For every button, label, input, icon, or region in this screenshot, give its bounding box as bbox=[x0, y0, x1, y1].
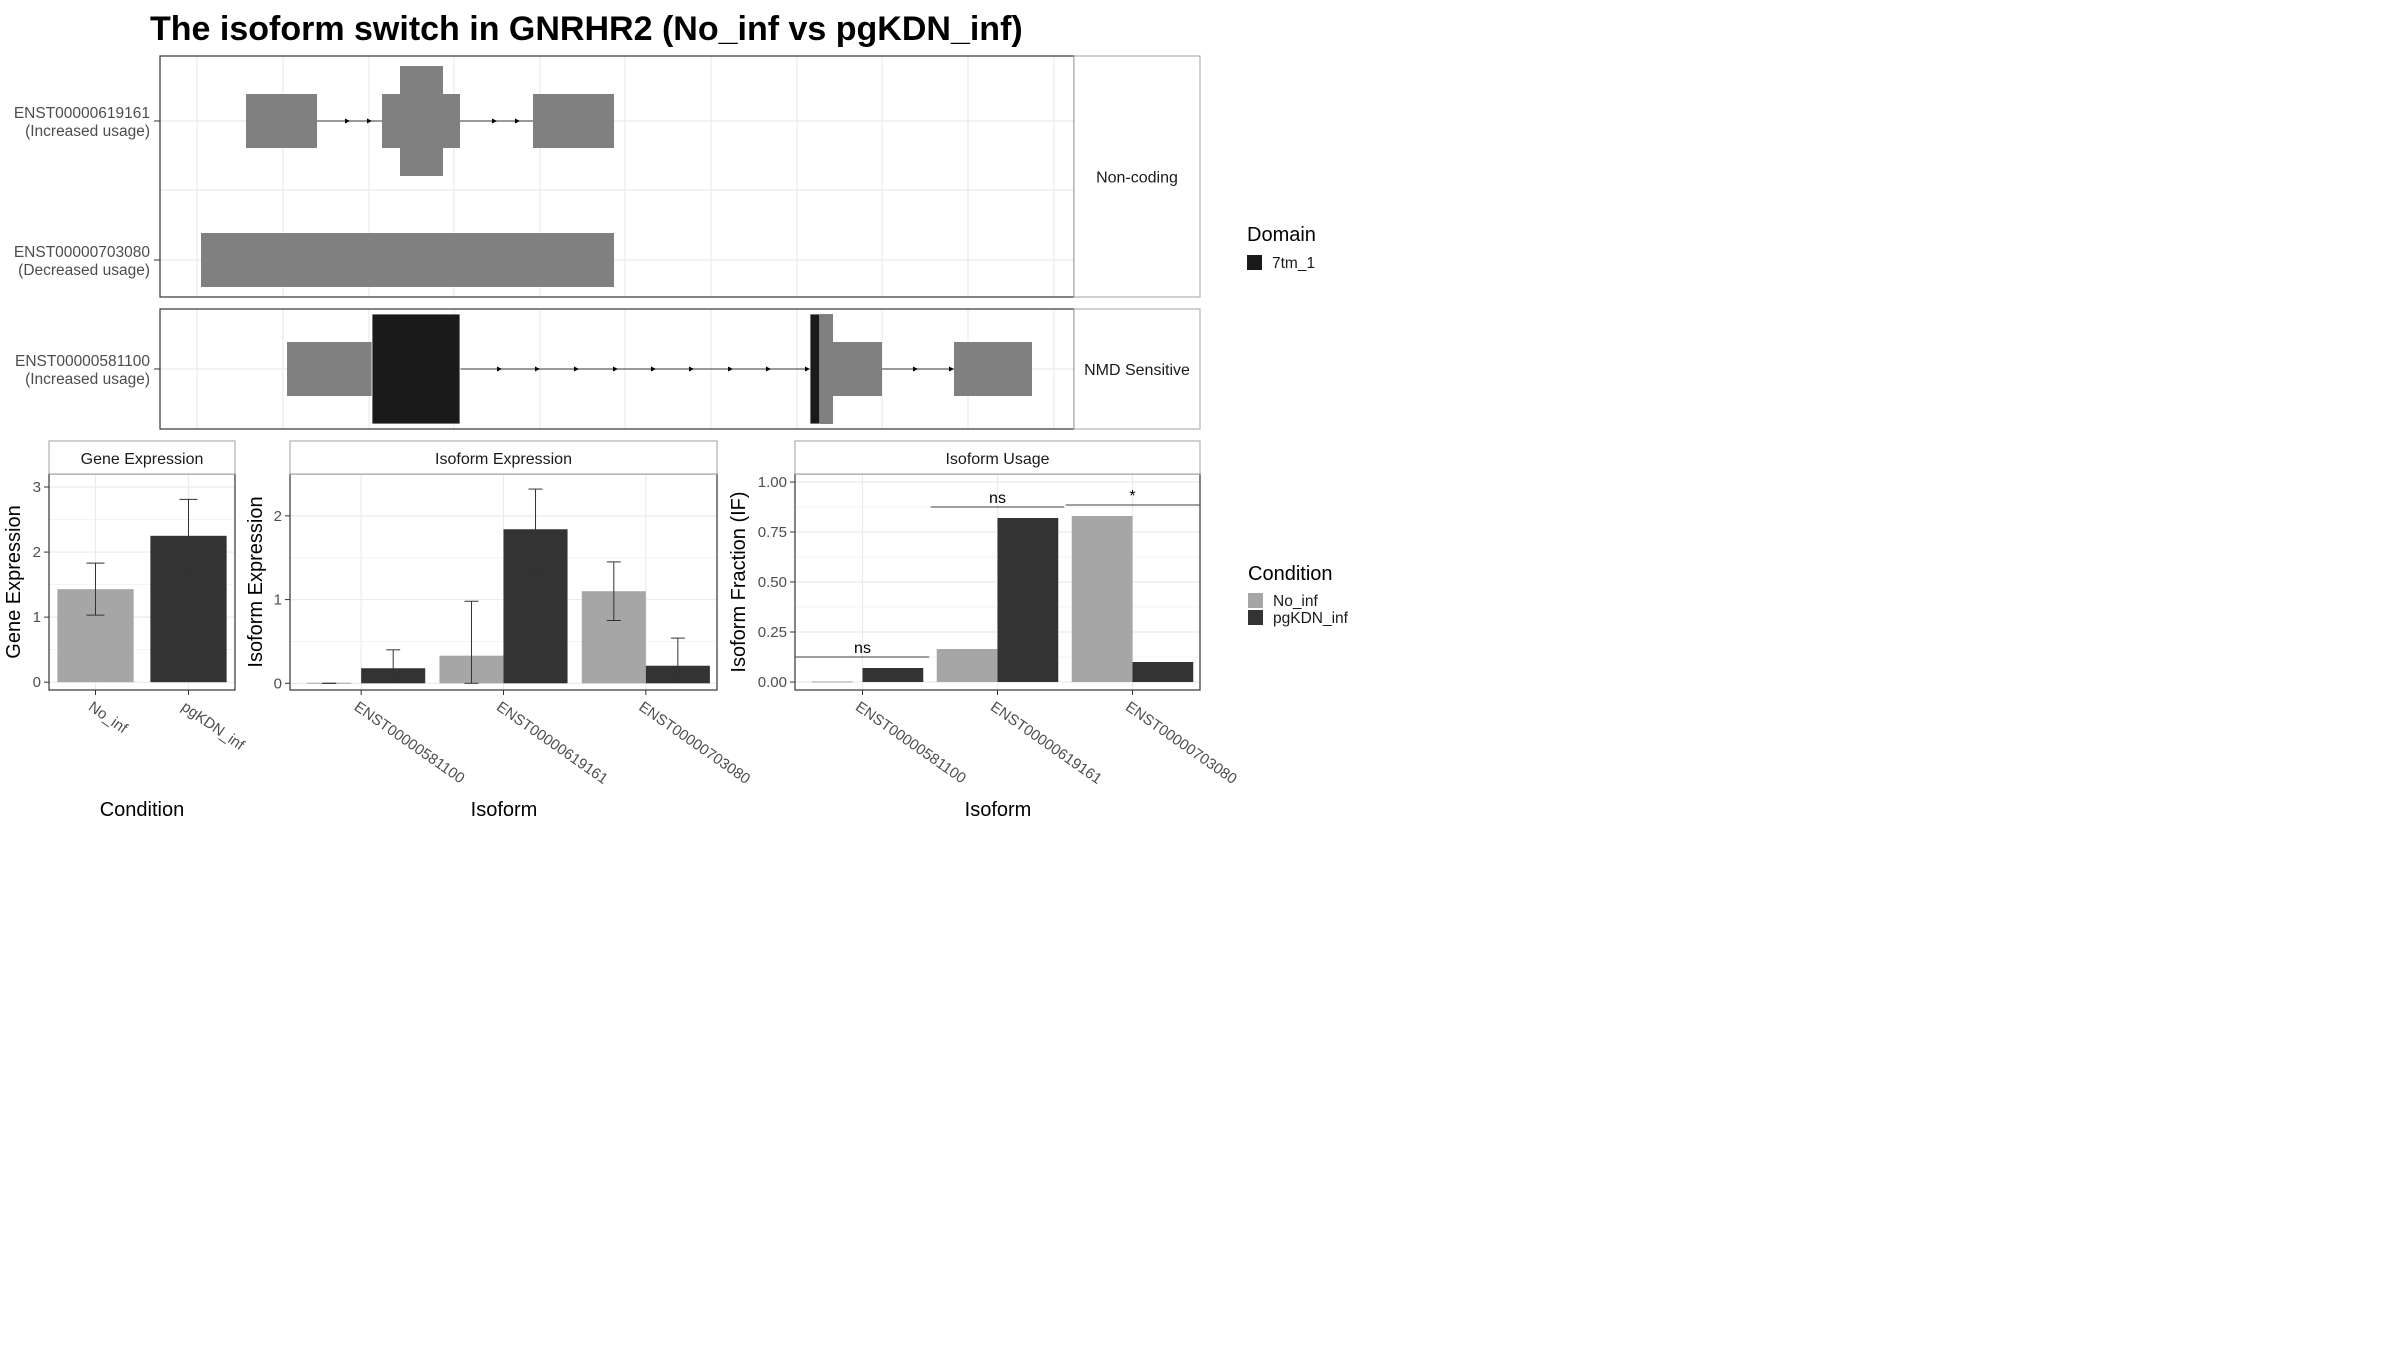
condition-legend-key-no-inf bbox=[1248, 593, 1263, 608]
figure bbox=[0, 0, 1543, 868]
y-tick-label: 0.25 bbox=[757, 624, 787, 641]
exon bbox=[246, 94, 317, 148]
y-tick-label: 3 bbox=[32, 479, 41, 497]
x-tick-label: ENST00000703080 bbox=[1122, 698, 1240, 788]
transcript-usage-note: (Decreased usage) bbox=[18, 262, 150, 279]
exon bbox=[820, 314, 833, 424]
domain-legend-title: Domain bbox=[1247, 224, 1316, 246]
y-axis-title: Isoform Fraction (IF) bbox=[728, 491, 750, 673]
y-tick-label: 2 bbox=[273, 507, 282, 525]
structure-facet-non-coding bbox=[14, 56, 1200, 297]
y-tick-label: 1.00 bbox=[757, 474, 787, 491]
chart-strip-label: Gene Expression bbox=[80, 451, 204, 468]
isoform-expression-chart bbox=[245, 441, 753, 821]
domain-7tm-1 bbox=[372, 314, 460, 424]
significance-label: * bbox=[1129, 488, 1136, 505]
condition-legend-label-no-inf: No_inf bbox=[1273, 593, 1318, 610]
x-tick-label: ENST00000619161 bbox=[987, 698, 1105, 788]
exon bbox=[533, 94, 614, 148]
x-tick-label: ENST00000581100 bbox=[350, 698, 468, 788]
exon bbox=[954, 342, 1032, 396]
bar-pgkdn-inf-enst00000703080 bbox=[1133, 662, 1194, 682]
transcript-usage-note: (Increased usage) bbox=[25, 371, 150, 388]
condition-legend-title: Condition bbox=[1248, 563, 1333, 585]
condition-legend bbox=[1248, 563, 1349, 627]
y-axis-title: Gene Expression bbox=[3, 505, 25, 659]
exon bbox=[287, 342, 372, 396]
structure-facet-nmd-sensitive bbox=[15, 309, 1200, 429]
x-tick-label: ENST00000703080 bbox=[635, 698, 754, 788]
transcript-label: ENST00000581100 bbox=[14, 353, 150, 370]
chart-strip-label: Isoform Expression bbox=[435, 451, 572, 468]
condition-legend-label-pgkdn-inf: pgKDN_inf bbox=[1273, 610, 1348, 627]
transcript-label: ENST00000619161 bbox=[13, 105, 150, 122]
y-tick-label: 0.75 bbox=[757, 524, 787, 541]
domain-legend bbox=[1247, 224, 1316, 272]
transcript-usage-note: (Increased usage) bbox=[25, 123, 150, 140]
gene-expression-chart bbox=[3, 441, 248, 821]
y-tick-label: 2 bbox=[32, 544, 41, 562]
y-tick-label: 0 bbox=[273, 675, 282, 693]
bar-pgkdn-inf-enst00000619161 bbox=[998, 518, 1059, 682]
significance-label: ns bbox=[854, 640, 871, 657]
y-tick-label: 0 bbox=[32, 674, 41, 692]
x-tick-label: No_inf bbox=[85, 698, 131, 738]
isoform-usage-chart bbox=[728, 441, 1240, 821]
y-axis-title: Isoform Expression bbox=[245, 496, 267, 668]
exon bbox=[201, 233, 614, 287]
x-axis-title: Isoform bbox=[964, 799, 1032, 821]
x-tick-label: pgKDN_inf bbox=[178, 698, 248, 754]
bar-no-inf-enst00000619161 bbox=[937, 649, 998, 682]
domain-legend-key-7tm-1 bbox=[1247, 255, 1262, 270]
y-tick-label: 0.50 bbox=[757, 574, 787, 591]
facet-strip-label: NMD Sensitive bbox=[1084, 362, 1190, 379]
chart-strip-label: Isoform Usage bbox=[945, 451, 1050, 468]
bar-no-inf-enst00000703080 bbox=[1072, 516, 1133, 682]
x-tick-label: ENST00000619161 bbox=[493, 698, 611, 788]
bar-pgkdn-inf-enst00000581100 bbox=[863, 668, 924, 682]
y-tick-label: 1 bbox=[32, 609, 41, 627]
exon bbox=[400, 66, 443, 176]
x-axis-title: Isoform bbox=[470, 799, 538, 821]
x-tick-label: ENST00000581100 bbox=[852, 698, 969, 788]
facet-strip-label: Non-coding bbox=[1096, 169, 1178, 187]
domain-7tm-1 bbox=[810, 314, 820, 424]
transcript-label: ENST00000703080 bbox=[13, 244, 150, 261]
figure-title: The isoform switch in GNRHR2 (No_inf vs pgKDN_inf) bbox=[150, 10, 1023, 48]
domain-legend-label: 7tm_1 bbox=[1272, 255, 1316, 272]
x-axis-title: Condition bbox=[99, 799, 185, 821]
y-tick-label: 1 bbox=[273, 591, 282, 609]
y-tick-label: 0.00 bbox=[757, 674, 787, 691]
condition-legend-key-pgkdn-inf bbox=[1248, 610, 1263, 625]
significance-label: ns bbox=[989, 490, 1006, 507]
transcript-enst00000703080 bbox=[201, 233, 614, 287]
transcript-structure-plot bbox=[14, 56, 1200, 429]
